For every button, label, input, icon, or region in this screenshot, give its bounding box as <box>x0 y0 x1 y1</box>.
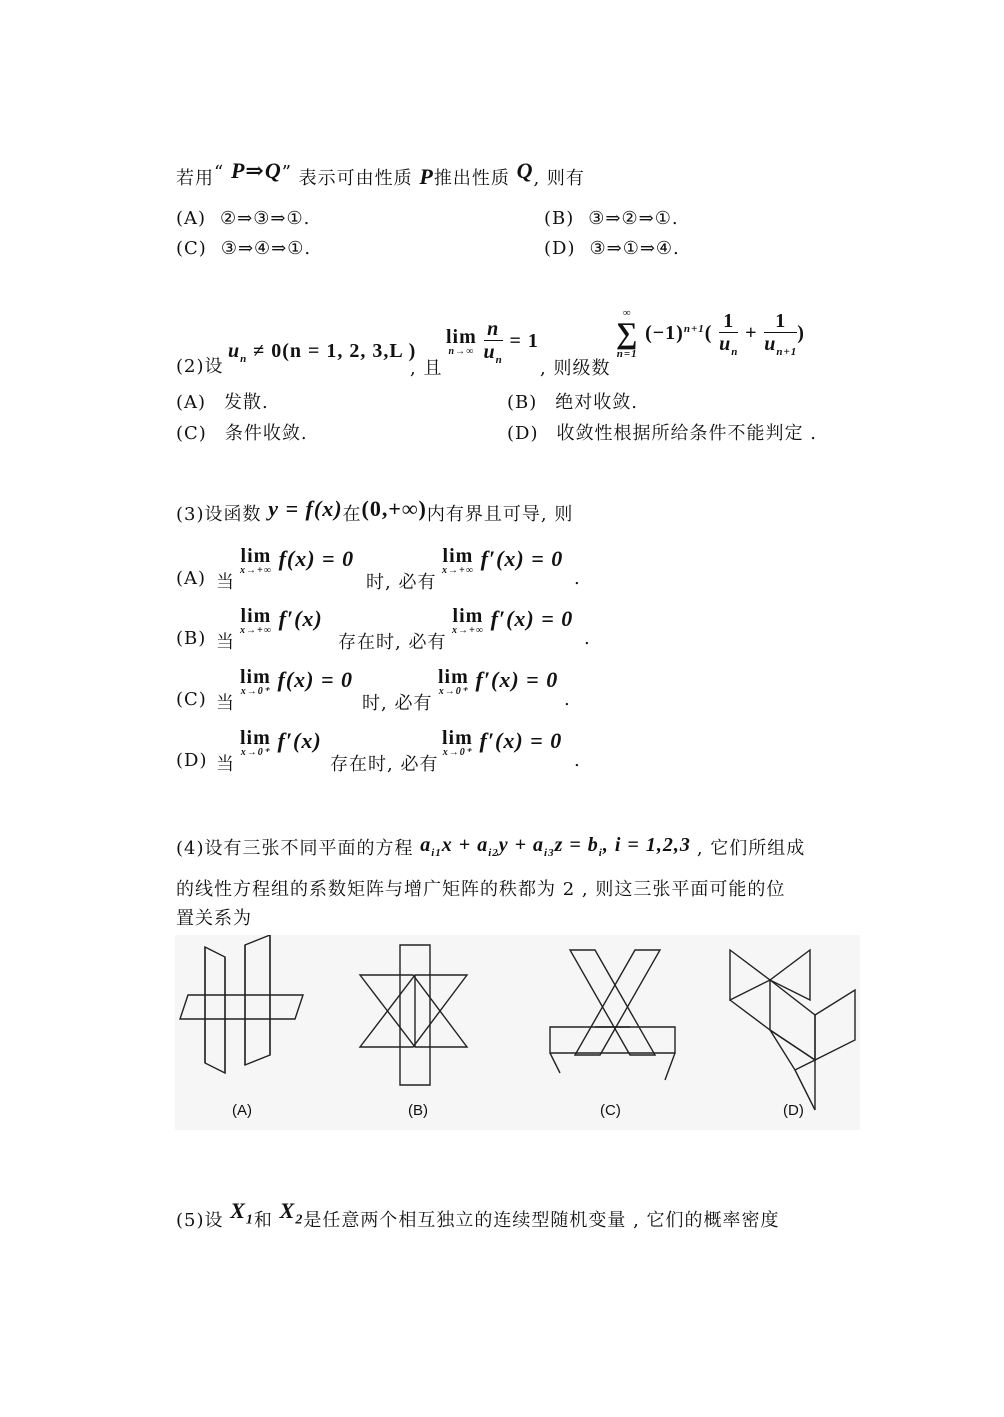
q4-planes-drawing <box>175 935 860 1130</box>
q3-a-shi: 时, 必有 <box>366 572 437 593</box>
q3-a-lim2: lim <box>442 545 474 567</box>
q3-a-expr1: f(x) = 0 <box>278 546 355 571</box>
q4-number: (4) <box>176 838 205 859</box>
q3-d-lim2-sub: x→0⁺ <box>442 747 473 758</box>
q2-frac-den-sub: n <box>495 354 503 366</box>
q4-stem-line3: 置关系为 <box>176 908 252 929</box>
q4-lead: 设有三张不同平面的方程 <box>204 838 414 859</box>
q1-option-a-text: ②⇒③⇒①. <box>220 208 311 229</box>
q2-option-a-text: 发散. <box>224 392 269 413</box>
q2-condition: ≠ 0(n = 1, 2, 3,L ) <box>253 340 417 362</box>
q3-d-lim1-sub: x→0⁺ <box>240 747 271 758</box>
q1-option-a <box>176 208 310 229</box>
q2-option-d-text: 收敛性根据所给条件不能判定 . <box>556 423 817 444</box>
q3-d-lim2: lim <box>442 727 473 749</box>
q2-frac1-den: u <box>719 332 732 355</box>
q3-d-lim1: lim <box>240 727 271 749</box>
q4-eq-part2: y + a <box>498 834 545 856</box>
intro-math-q2: Q <box>516 158 534 183</box>
q2-frac2-den: u <box>764 332 777 355</box>
q5-x2-sub: 2 <box>295 1212 304 1228</box>
figure-a-planes <box>180 935 303 1073</box>
q3-b-expr1: f′(x) <box>278 606 323 631</box>
q3-c-lim2: lim <box>438 666 469 688</box>
q3-d-expr2: f′(x) = 0 <box>479 728 563 753</box>
q3-option-a-dang: 当 <box>216 572 235 593</box>
intro-mid2: 推出性质 <box>433 168 510 189</box>
q3-b-dot: . <box>584 628 591 649</box>
q3-d-expr1: f′(x) <box>277 728 322 753</box>
q3-option-c-letter: (C) <box>176 689 207 710</box>
q2-term: (−1) <box>645 322 684 344</box>
q3-a-lim2-sub: x→+∞ <box>442 565 474 576</box>
figure-c-planes <box>550 950 675 1080</box>
figure-b-planes <box>360 945 467 1085</box>
q2-frac1-den-sub: n <box>731 345 739 358</box>
q3-c-lim2-sub: x→0⁺ <box>438 686 469 697</box>
intro-right-quote: ” <box>281 162 292 183</box>
figure-caption-a: (A) <box>232 1102 252 1119</box>
q2-sum-top: ∞ <box>622 307 632 319</box>
q3-option-d-letter: (D) <box>176 750 208 771</box>
q2-then: , 则级数 <box>540 358 611 379</box>
q2-frac2-num: 1 <box>764 310 797 333</box>
q4-iset: i = 1,2,3 <box>614 834 691 856</box>
q3-lead: 设函数 <box>204 504 262 525</box>
q3-option-b-dang: 当 <box>216 632 235 653</box>
q3-a-dot: . <box>574 568 581 589</box>
q2-option-a-letter: (A) <box>176 392 207 413</box>
q2-sum: ∑ <box>616 317 639 350</box>
q2-lim: lim <box>446 326 477 349</box>
q2-lparen: ( <box>704 322 713 344</box>
q3-in: 在 <box>342 504 362 525</box>
q5-he: 和 <box>253 1210 273 1231</box>
q3-c-expr2: f′(x) = 0 <box>475 667 559 692</box>
intro-math-q: Q <box>264 158 282 183</box>
q3-c-shi: 时, 必有 <box>362 693 433 714</box>
q2-she: 设 <box>204 356 224 377</box>
q3-b-lim1: lim <box>240 605 272 627</box>
q1-option-b <box>544 208 679 229</box>
q2-frac-num: n <box>484 318 503 341</box>
q2-u: u <box>228 340 241 362</box>
intro-prefix: 若用 <box>176 168 214 189</box>
q3-stem <box>176 496 573 526</box>
q5-number: (5) <box>176 1210 205 1231</box>
q2-eq1: = 1 <box>509 330 539 353</box>
intro-math-p: P <box>230 158 246 183</box>
q5-tail: 是任意两个相互独立的连续型随机变量 , 它们的概率密度 <box>303 1210 780 1231</box>
q3-number: (3) <box>176 504 205 525</box>
q2-option-b-text: 绝对收敛. <box>555 392 639 413</box>
q1-option-d <box>544 238 680 259</box>
q2-option-d <box>507 419 817 445</box>
q4-planes-figure <box>175 935 860 1130</box>
intro-math-p2: P <box>419 164 434 189</box>
q1-option-c-letter: (C) <box>176 238 207 259</box>
q4-tail: , 它们所组成 <box>696 838 806 859</box>
q3-option-d-dang: 当 <box>216 754 235 775</box>
q2-option-b-letter: (B) <box>507 392 538 413</box>
q2-u-sub: n <box>240 353 248 365</box>
q5-stem <box>176 1198 780 1232</box>
q1-option-a-letter: (A) <box>176 208 207 229</box>
intro-mid: 表示可由性质 <box>298 168 413 189</box>
figure-caption-d: (D) <box>783 1102 804 1119</box>
q1-option-d-text: ③⇒①⇒④. <box>589 238 680 259</box>
q4-eq-part3: z = b <box>554 834 599 856</box>
q2-plus: + <box>745 322 758 344</box>
q2-option-c-text: 条件收敛. <box>224 423 308 444</box>
q3-b-lim1-sub: x→+∞ <box>240 625 272 636</box>
q3-d-dot: . <box>574 750 581 771</box>
q3-a-expr2: f′(x) = 0 <box>480 546 564 571</box>
q2-option-b <box>507 388 638 414</box>
q5-she: 设 <box>204 1210 224 1231</box>
q3-func: y = f(x) <box>268 496 343 521</box>
q3-a-lim1: lim <box>240 545 272 567</box>
intro-math-arrow: ⇒ <box>245 158 265 183</box>
q2-option-a <box>176 388 269 414</box>
q3-option-b-letter: (B) <box>176 628 207 649</box>
q3-b-lim2: lim <box>452 605 484 627</box>
q4-s3: i3 <box>544 847 555 859</box>
q3-b-cunzai: 存在时, 必有 <box>338 632 447 653</box>
q3-interval: (0,+∞) <box>361 496 427 521</box>
q2-option-c <box>176 419 308 445</box>
q3-option-c-dang: 当 <box>216 693 235 714</box>
q3-b-lim2-sub: x→+∞ <box>452 625 484 636</box>
figure-caption-b: (B) <box>408 1102 428 1119</box>
q5-x1: X <box>230 1198 246 1223</box>
intro-left-quote: “ <box>214 162 225 183</box>
q1-option-b-letter: (B) <box>544 208 575 229</box>
q4-stem-line2: 的线性方程组的系数矩阵与增广矩阵的秩都为 2 , 则这三张平面可能的位 <box>176 879 786 900</box>
q5-x1-sub: 1 <box>245 1212 254 1228</box>
intro-suffix: , 则有 <box>533 168 585 189</box>
q3-tail: 内有界且可导, 则 <box>426 504 574 525</box>
q2-option-c-letter: (C) <box>176 423 207 444</box>
q2-lim-sub: n→∞ <box>448 346 475 358</box>
q2-option-d-letter: (D) <box>507 423 539 444</box>
q1-option-d-letter: (D) <box>544 238 576 259</box>
q2-frac2-den-sub: n+1 <box>776 345 798 358</box>
q3-c-lim1: lim <box>240 666 271 688</box>
q4-comma: , <box>602 834 609 856</box>
q5-x2: X <box>279 1198 296 1223</box>
q1-option-b-text: ③⇒②⇒①. <box>588 208 679 229</box>
q4-si: i <box>598 847 603 859</box>
q2-term-exp: n+1 <box>683 323 705 335</box>
q1-option-c <box>176 238 311 259</box>
q3-d-cunzai: 存在时, 必有 <box>330 754 439 775</box>
q2-and: , 且 <box>410 358 443 379</box>
q4-s2: i2 <box>488 847 499 859</box>
q4-s1: i1 <box>431 847 442 859</box>
q2-rparen: ) <box>797 322 805 344</box>
q3-c-dot: . <box>564 689 571 710</box>
q2-frac1-num: 1 <box>719 310 738 333</box>
q3-a-lim1-sub: x→+∞ <box>240 565 272 576</box>
q4-eq-part1: x + a <box>441 834 489 856</box>
q2-sum-bot: n=1 <box>616 348 638 360</box>
intro-line <box>176 158 585 190</box>
figure-caption-c: (C) <box>600 1102 621 1119</box>
q3-c-expr1: f(x) = 0 <box>277 667 354 692</box>
figure-d-planes <box>730 950 855 1110</box>
q4-a1: a <box>420 834 432 856</box>
q3-option-a-letter: (A) <box>176 568 207 589</box>
q2-frac-den: u <box>483 341 496 363</box>
q4-stem-line1 <box>176 834 805 860</box>
q3-c-lim1-sub: x→0⁺ <box>240 686 271 697</box>
q2-number: (2) <box>176 356 205 377</box>
q1-option-c-text: ③⇒④⇒①. <box>220 238 312 259</box>
q3-b-expr2: f′(x) = 0 <box>490 606 574 631</box>
